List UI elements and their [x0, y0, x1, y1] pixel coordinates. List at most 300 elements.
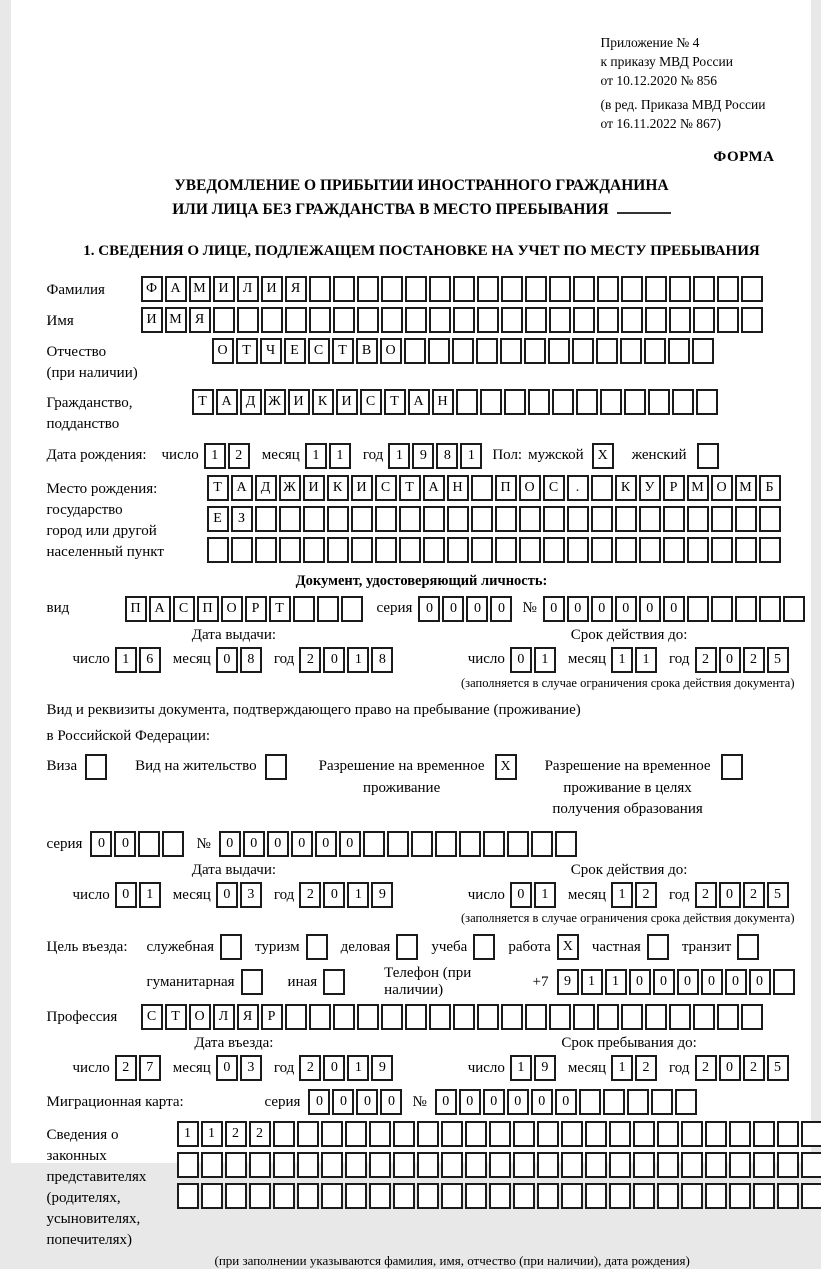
form-cell[interactable] — [696, 389, 718, 415]
form-cell[interactable]: 1 — [581, 969, 603, 995]
form-cell[interactable]: 0 — [442, 596, 464, 622]
form-cell[interactable] — [537, 1152, 559, 1178]
form-cell[interactable] — [405, 307, 427, 333]
form-cell[interactable]: 0 — [216, 882, 238, 908]
form-cell[interactable] — [417, 1121, 439, 1147]
form-cell[interactable] — [729, 1183, 751, 1209]
form-cell[interactable]: 0 — [663, 596, 685, 622]
form-cell[interactable]: 0 — [380, 1089, 402, 1115]
form-cell[interactable] — [543, 537, 565, 563]
form-cell[interactable]: У — [639, 475, 661, 501]
form-cell[interactable] — [537, 1121, 559, 1147]
form-cell[interactable]: 0 — [483, 1089, 505, 1115]
form-cell[interactable] — [525, 1004, 547, 1030]
form-cell[interactable] — [441, 1183, 463, 1209]
form-cell[interactable] — [651, 1089, 673, 1115]
form-cell[interactable] — [705, 1121, 727, 1147]
form-cell[interactable] — [711, 506, 733, 532]
form-cell[interactable]: 1 — [510, 1055, 532, 1081]
form-cell[interactable]: 1 — [204, 443, 226, 469]
form-cell[interactable]: Ж — [264, 389, 286, 415]
form-cell[interactable] — [357, 307, 379, 333]
form-cell[interactable] — [452, 338, 474, 364]
form-cell[interactable] — [285, 307, 307, 333]
form-cell[interactable]: Т — [236, 338, 258, 364]
form-cell[interactable] — [717, 276, 739, 302]
form-cell[interactable] — [309, 307, 331, 333]
form-cell[interactable] — [615, 537, 637, 563]
form-cell[interactable]: М — [165, 307, 187, 333]
form-cell[interactable]: 2 — [115, 1055, 137, 1081]
form-cell[interactable] — [669, 307, 691, 333]
form-cell[interactable]: 0 — [677, 969, 699, 995]
form-cell[interactable]: 8 — [436, 443, 458, 469]
form-cell[interactable] — [693, 276, 715, 302]
form-cell[interactable] — [273, 1152, 295, 1178]
form-cell[interactable] — [363, 831, 385, 857]
sex-male-checkbox[interactable]: X — [592, 443, 614, 469]
form-cell[interactable] — [783, 596, 805, 622]
form-cell[interactable]: А — [423, 475, 445, 501]
form-cell[interactable] — [627, 1089, 649, 1115]
form-cell[interactable] — [573, 307, 595, 333]
form-cell[interactable] — [705, 1183, 727, 1209]
form-cell[interactable]: 1 — [605, 969, 627, 995]
form-cell[interactable] — [477, 307, 499, 333]
form-cell[interactable] — [573, 276, 595, 302]
form-cell[interactable] — [620, 338, 642, 364]
form-cell[interactable] — [489, 1152, 511, 1178]
form-cell[interactable] — [327, 506, 349, 532]
form-cell[interactable] — [609, 1121, 631, 1147]
form-cell[interactable] — [321, 1183, 343, 1209]
form-cell[interactable] — [537, 1183, 559, 1209]
form-cell[interactable] — [576, 389, 598, 415]
form-cell[interactable]: 9 — [371, 882, 393, 908]
form-cell[interactable]: Р — [663, 475, 685, 501]
form-cell[interactable] — [393, 1183, 415, 1209]
form-cell[interactable]: С — [173, 596, 195, 622]
form-cell[interactable] — [591, 537, 613, 563]
form-cell[interactable] — [399, 506, 421, 532]
form-cell[interactable]: Р — [245, 596, 267, 622]
form-cell[interactable] — [297, 1121, 319, 1147]
form-cell[interactable] — [476, 338, 498, 364]
form-cell[interactable] — [453, 276, 475, 302]
form-cell[interactable] — [465, 1152, 487, 1178]
form-cell[interactable] — [429, 276, 451, 302]
form-cell[interactable]: 0 — [243, 831, 265, 857]
form-cell[interactable] — [393, 1152, 415, 1178]
purpose-business-checkbox[interactable] — [396, 934, 418, 960]
form-cell[interactable] — [465, 1121, 487, 1147]
form-cell[interactable] — [428, 338, 450, 364]
form-cell[interactable] — [309, 1004, 331, 1030]
form-cell[interactable] — [741, 307, 763, 333]
form-cell[interactable] — [357, 1004, 379, 1030]
form-cell[interactable] — [297, 1152, 319, 1178]
form-cell[interactable] — [585, 1121, 607, 1147]
form-cell[interactable] — [501, 276, 523, 302]
form-cell[interactable]: З — [231, 506, 253, 532]
form-cell[interactable] — [525, 276, 547, 302]
form-cell[interactable]: 0 — [507, 1089, 529, 1115]
form-cell[interactable] — [495, 506, 517, 532]
temp-residence-checkbox[interactable]: X — [495, 754, 517, 780]
form-cell[interactable]: Т — [384, 389, 406, 415]
form-cell[interactable] — [255, 537, 277, 563]
form-cell[interactable]: Д — [240, 389, 262, 415]
form-cell[interactable] — [513, 1121, 535, 1147]
form-cell[interactable]: 2 — [299, 647, 321, 673]
form-cell[interactable]: 0 — [719, 1055, 741, 1081]
form-cell[interactable]: 2 — [695, 647, 717, 673]
form-cell[interactable]: 0 — [356, 1089, 378, 1115]
form-cell[interactable] — [681, 1183, 703, 1209]
form-cell[interactable]: А — [408, 389, 430, 415]
form-cell[interactable]: 2 — [299, 1055, 321, 1081]
form-cell[interactable]: Л — [237, 276, 259, 302]
form-cell[interactable] — [759, 596, 781, 622]
form-cell[interactable]: 0 — [510, 882, 532, 908]
form-cell[interactable] — [333, 1004, 355, 1030]
form-cell[interactable]: 0 — [216, 647, 238, 673]
form-cell[interactable] — [480, 389, 502, 415]
form-cell[interactable]: 9 — [412, 443, 434, 469]
form-cell[interactable]: 0 — [543, 596, 565, 622]
form-cell[interactable] — [693, 1004, 715, 1030]
form-cell[interactable] — [177, 1183, 199, 1209]
form-cell[interactable]: К — [327, 475, 349, 501]
form-cell[interactable]: 1 — [329, 443, 351, 469]
form-cell[interactable] — [648, 389, 670, 415]
form-cell[interactable]: 0 — [90, 831, 112, 857]
form-cell[interactable] — [225, 1152, 247, 1178]
form-cell[interactable] — [777, 1183, 799, 1209]
form-cell[interactable]: А — [165, 276, 187, 302]
form-cell[interactable]: 1 — [305, 443, 327, 469]
form-cell[interactable] — [495, 537, 517, 563]
form-cell[interactable] — [423, 506, 445, 532]
form-cell[interactable]: Т — [192, 389, 214, 415]
form-cell[interactable]: 1 — [201, 1121, 223, 1147]
form-cell[interactable] — [285, 1004, 307, 1030]
form-cell[interactable] — [735, 596, 757, 622]
form-cell[interactable]: 1 — [611, 1055, 633, 1081]
form-cell[interactable]: 8 — [240, 647, 262, 673]
form-cell[interactable]: В — [356, 338, 378, 364]
form-cell[interactable] — [609, 1152, 631, 1178]
form-cell[interactable] — [519, 537, 541, 563]
form-cell[interactable]: Л — [213, 1004, 235, 1030]
form-cell[interactable]: 0 — [315, 831, 337, 857]
form-cell[interactable]: 0 — [459, 1089, 481, 1115]
form-cell[interactable] — [579, 1089, 601, 1115]
form-cell[interactable] — [279, 537, 301, 563]
form-cell[interactable] — [657, 1152, 679, 1178]
purpose-work-checkbox[interactable]: X — [557, 934, 579, 960]
form-cell[interactable] — [459, 831, 481, 857]
purpose-study-checkbox[interactable] — [473, 934, 495, 960]
form-cell[interactable] — [639, 506, 661, 532]
form-cell[interactable]: 5 — [767, 1055, 789, 1081]
form-cell[interactable]: 0 — [701, 969, 723, 995]
form-cell[interactable] — [237, 307, 259, 333]
form-cell[interactable] — [207, 537, 229, 563]
form-cell[interactable] — [705, 1152, 727, 1178]
form-cell[interactable] — [138, 831, 160, 857]
form-cell[interactable] — [255, 506, 277, 532]
form-cell[interactable] — [453, 307, 475, 333]
form-cell[interactable]: Ф — [141, 276, 163, 302]
form-cell[interactable] — [399, 537, 421, 563]
form-cell[interactable]: А — [231, 475, 253, 501]
form-cell[interactable]: 0 — [435, 1089, 457, 1115]
form-cell[interactable]: 2 — [635, 1055, 657, 1081]
form-cell[interactable] — [552, 389, 574, 415]
form-cell[interactable] — [573, 1004, 595, 1030]
form-cell[interactable] — [369, 1152, 391, 1178]
form-cell[interactable] — [273, 1121, 295, 1147]
form-cell[interactable]: 0 — [219, 831, 241, 857]
form-cell[interactable]: К — [615, 475, 637, 501]
form-cell[interactable] — [333, 276, 355, 302]
form-cell[interactable]: И — [213, 276, 235, 302]
form-cell[interactable] — [549, 1004, 571, 1030]
form-cell[interactable]: О — [711, 475, 733, 501]
form-cell[interactable] — [441, 1121, 463, 1147]
form-cell[interactable] — [759, 506, 781, 532]
form-cell[interactable] — [500, 338, 522, 364]
form-cell[interactable] — [585, 1152, 607, 1178]
form-cell[interactable]: Т — [399, 475, 421, 501]
form-cell[interactable]: И — [261, 276, 283, 302]
form-cell[interactable] — [597, 307, 619, 333]
form-cell[interactable] — [591, 506, 613, 532]
form-cell[interactable]: 1 — [635, 647, 657, 673]
form-cell[interactable]: П — [495, 475, 517, 501]
form-cell[interactable] — [333, 307, 355, 333]
form-cell[interactable] — [572, 338, 594, 364]
form-cell[interactable]: 9 — [557, 969, 579, 995]
form-cell[interactable] — [417, 1183, 439, 1209]
purpose-private-checkbox[interactable] — [647, 934, 669, 960]
form-cell[interactable]: 0 — [567, 596, 589, 622]
form-cell[interactable] — [417, 1152, 439, 1178]
form-cell[interactable] — [801, 1152, 821, 1178]
form-cell[interactable]: 9 — [534, 1055, 556, 1081]
form-cell[interactable] — [801, 1183, 821, 1209]
form-cell[interactable]: 1 — [347, 882, 369, 908]
form-cell[interactable]: 1 — [115, 647, 137, 673]
form-cell[interactable]: 0 — [639, 596, 661, 622]
form-cell[interactable] — [317, 596, 339, 622]
form-cell[interactable]: 0 — [510, 647, 532, 673]
form-cell[interactable]: 2 — [743, 647, 765, 673]
form-cell[interactable] — [381, 276, 403, 302]
form-cell[interactable] — [735, 537, 757, 563]
form-cell[interactable]: Т — [165, 1004, 187, 1030]
form-cell[interactable] — [489, 1183, 511, 1209]
form-cell[interactable] — [561, 1183, 583, 1209]
form-cell[interactable]: М — [735, 475, 757, 501]
form-cell[interactable] — [549, 276, 571, 302]
residence-permit-checkbox[interactable] — [265, 754, 287, 780]
form-cell[interactable] — [321, 1152, 343, 1178]
purpose-humanitarian-checkbox[interactable] — [241, 969, 263, 995]
form-cell[interactable] — [741, 276, 763, 302]
form-cell[interactable] — [279, 506, 301, 532]
form-cell[interactable]: 2 — [743, 882, 765, 908]
form-cell[interactable] — [369, 1121, 391, 1147]
form-cell[interactable] — [603, 1089, 625, 1115]
form-cell[interactable]: 1 — [388, 443, 410, 469]
form-cell[interactable] — [297, 1183, 319, 1209]
form-cell[interactable] — [177, 1152, 199, 1178]
form-cell[interactable] — [669, 1004, 691, 1030]
form-cell[interactable] — [477, 276, 499, 302]
form-cell[interactable]: Д — [255, 475, 277, 501]
form-cell[interactable] — [741, 1004, 763, 1030]
form-cell[interactable] — [345, 1183, 367, 1209]
form-cell[interactable] — [753, 1183, 775, 1209]
form-cell[interactable] — [249, 1183, 271, 1209]
form-cell[interactable] — [801, 1121, 821, 1147]
form-cell[interactable]: П — [197, 596, 219, 622]
form-cell[interactable]: 3 — [240, 882, 262, 908]
form-cell[interactable] — [375, 506, 397, 532]
form-cell[interactable] — [645, 1004, 667, 1030]
form-cell[interactable] — [729, 1121, 751, 1147]
form-cell[interactable] — [351, 506, 373, 532]
form-cell[interactable]: Р — [261, 1004, 283, 1030]
form-cell[interactable] — [261, 307, 283, 333]
form-cell[interactable] — [600, 389, 622, 415]
form-cell[interactable]: 0 — [267, 831, 289, 857]
form-cell[interactable]: 0 — [749, 969, 771, 995]
form-cell[interactable]: Н — [447, 475, 469, 501]
purpose-other-checkbox[interactable] — [323, 969, 345, 995]
form-cell[interactable]: 2 — [225, 1121, 247, 1147]
form-cell[interactable]: 2 — [695, 882, 717, 908]
form-cell[interactable] — [668, 338, 690, 364]
form-cell[interactable] — [507, 831, 529, 857]
form-cell[interactable] — [663, 506, 685, 532]
form-cell[interactable]: Ч — [260, 338, 282, 364]
form-cell[interactable] — [711, 537, 733, 563]
form-cell[interactable] — [543, 506, 565, 532]
form-cell[interactable] — [471, 506, 493, 532]
form-cell[interactable] — [471, 475, 493, 501]
form-cell[interactable]: 0 — [725, 969, 747, 995]
form-cell[interactable] — [615, 506, 637, 532]
form-cell[interactable] — [711, 596, 733, 622]
form-cell[interactable] — [345, 1121, 367, 1147]
form-cell[interactable]: О — [189, 1004, 211, 1030]
form-cell[interactable] — [225, 1183, 247, 1209]
form-cell[interactable]: 0 — [653, 969, 675, 995]
form-cell[interactable]: И — [141, 307, 163, 333]
form-cell[interactable] — [555, 831, 577, 857]
form-cell[interactable]: Н — [432, 389, 454, 415]
form-cell[interactable] — [735, 506, 757, 532]
form-cell[interactable] — [369, 1183, 391, 1209]
form-cell[interactable]: 2 — [695, 1055, 717, 1081]
form-cell[interactable]: 0 — [339, 831, 361, 857]
form-cell[interactable]: 1 — [460, 443, 482, 469]
form-cell[interactable] — [681, 1121, 703, 1147]
form-cell[interactable] — [404, 338, 426, 364]
form-cell[interactable]: 0 — [323, 882, 345, 908]
form-cell[interactable] — [639, 537, 661, 563]
form-cell[interactable] — [471, 537, 493, 563]
form-cell[interactable]: 0 — [114, 831, 136, 857]
form-cell[interactable] — [489, 1121, 511, 1147]
form-cell[interactable]: 0 — [466, 596, 488, 622]
form-cell[interactable] — [201, 1152, 223, 1178]
form-cell[interactable] — [585, 1183, 607, 1209]
form-cell[interactable] — [621, 276, 643, 302]
form-cell[interactable] — [773, 969, 795, 995]
form-cell[interactable] — [303, 537, 325, 563]
form-cell[interactable]: А — [149, 596, 171, 622]
form-cell[interactable]: 0 — [719, 647, 741, 673]
form-cell[interactable] — [351, 537, 373, 563]
form-cell[interactable] — [213, 307, 235, 333]
form-cell[interactable] — [753, 1152, 775, 1178]
form-cell[interactable] — [429, 1004, 451, 1030]
form-cell[interactable] — [504, 389, 526, 415]
form-cell[interactable]: 0 — [719, 882, 741, 908]
form-cell[interactable] — [303, 506, 325, 532]
form-cell[interactable]: С — [543, 475, 565, 501]
form-cell[interactable] — [567, 537, 589, 563]
form-cell[interactable] — [561, 1121, 583, 1147]
form-cell[interactable] — [645, 276, 667, 302]
form-cell[interactable] — [753, 1121, 775, 1147]
form-cell[interactable]: Т — [207, 475, 229, 501]
form-cell[interactable]: 0 — [418, 596, 440, 622]
form-cell[interactable] — [341, 596, 363, 622]
form-cell[interactable] — [162, 831, 184, 857]
form-cell[interactable] — [687, 596, 709, 622]
form-cell[interactable] — [483, 831, 505, 857]
form-cell[interactable]: 0 — [115, 882, 137, 908]
form-cell[interactable]: 2 — [228, 443, 250, 469]
purpose-official-checkbox[interactable] — [220, 934, 242, 960]
form-cell[interactable] — [681, 1152, 703, 1178]
form-cell[interactable]: П — [125, 596, 147, 622]
form-cell[interactable]: 1 — [534, 647, 556, 673]
form-cell[interactable] — [777, 1121, 799, 1147]
form-cell[interactable]: 0 — [291, 831, 313, 857]
sex-female-checkbox[interactable] — [697, 443, 719, 469]
form-cell[interactable] — [609, 1183, 631, 1209]
form-cell[interactable]: 0 — [591, 596, 613, 622]
form-cell[interactable] — [381, 1004, 403, 1030]
form-cell[interactable] — [447, 537, 469, 563]
visa-checkbox[interactable] — [85, 754, 107, 780]
form-cell[interactable]: 0 — [629, 969, 651, 995]
form-cell[interactable] — [597, 276, 619, 302]
form-cell[interactable]: 0 — [323, 647, 345, 673]
form-cell[interactable] — [423, 537, 445, 563]
form-cell[interactable]: Е — [207, 506, 229, 532]
form-cell[interactable] — [597, 1004, 619, 1030]
form-cell[interactable] — [327, 537, 349, 563]
form-cell[interactable] — [528, 389, 550, 415]
form-cell[interactable] — [633, 1121, 655, 1147]
